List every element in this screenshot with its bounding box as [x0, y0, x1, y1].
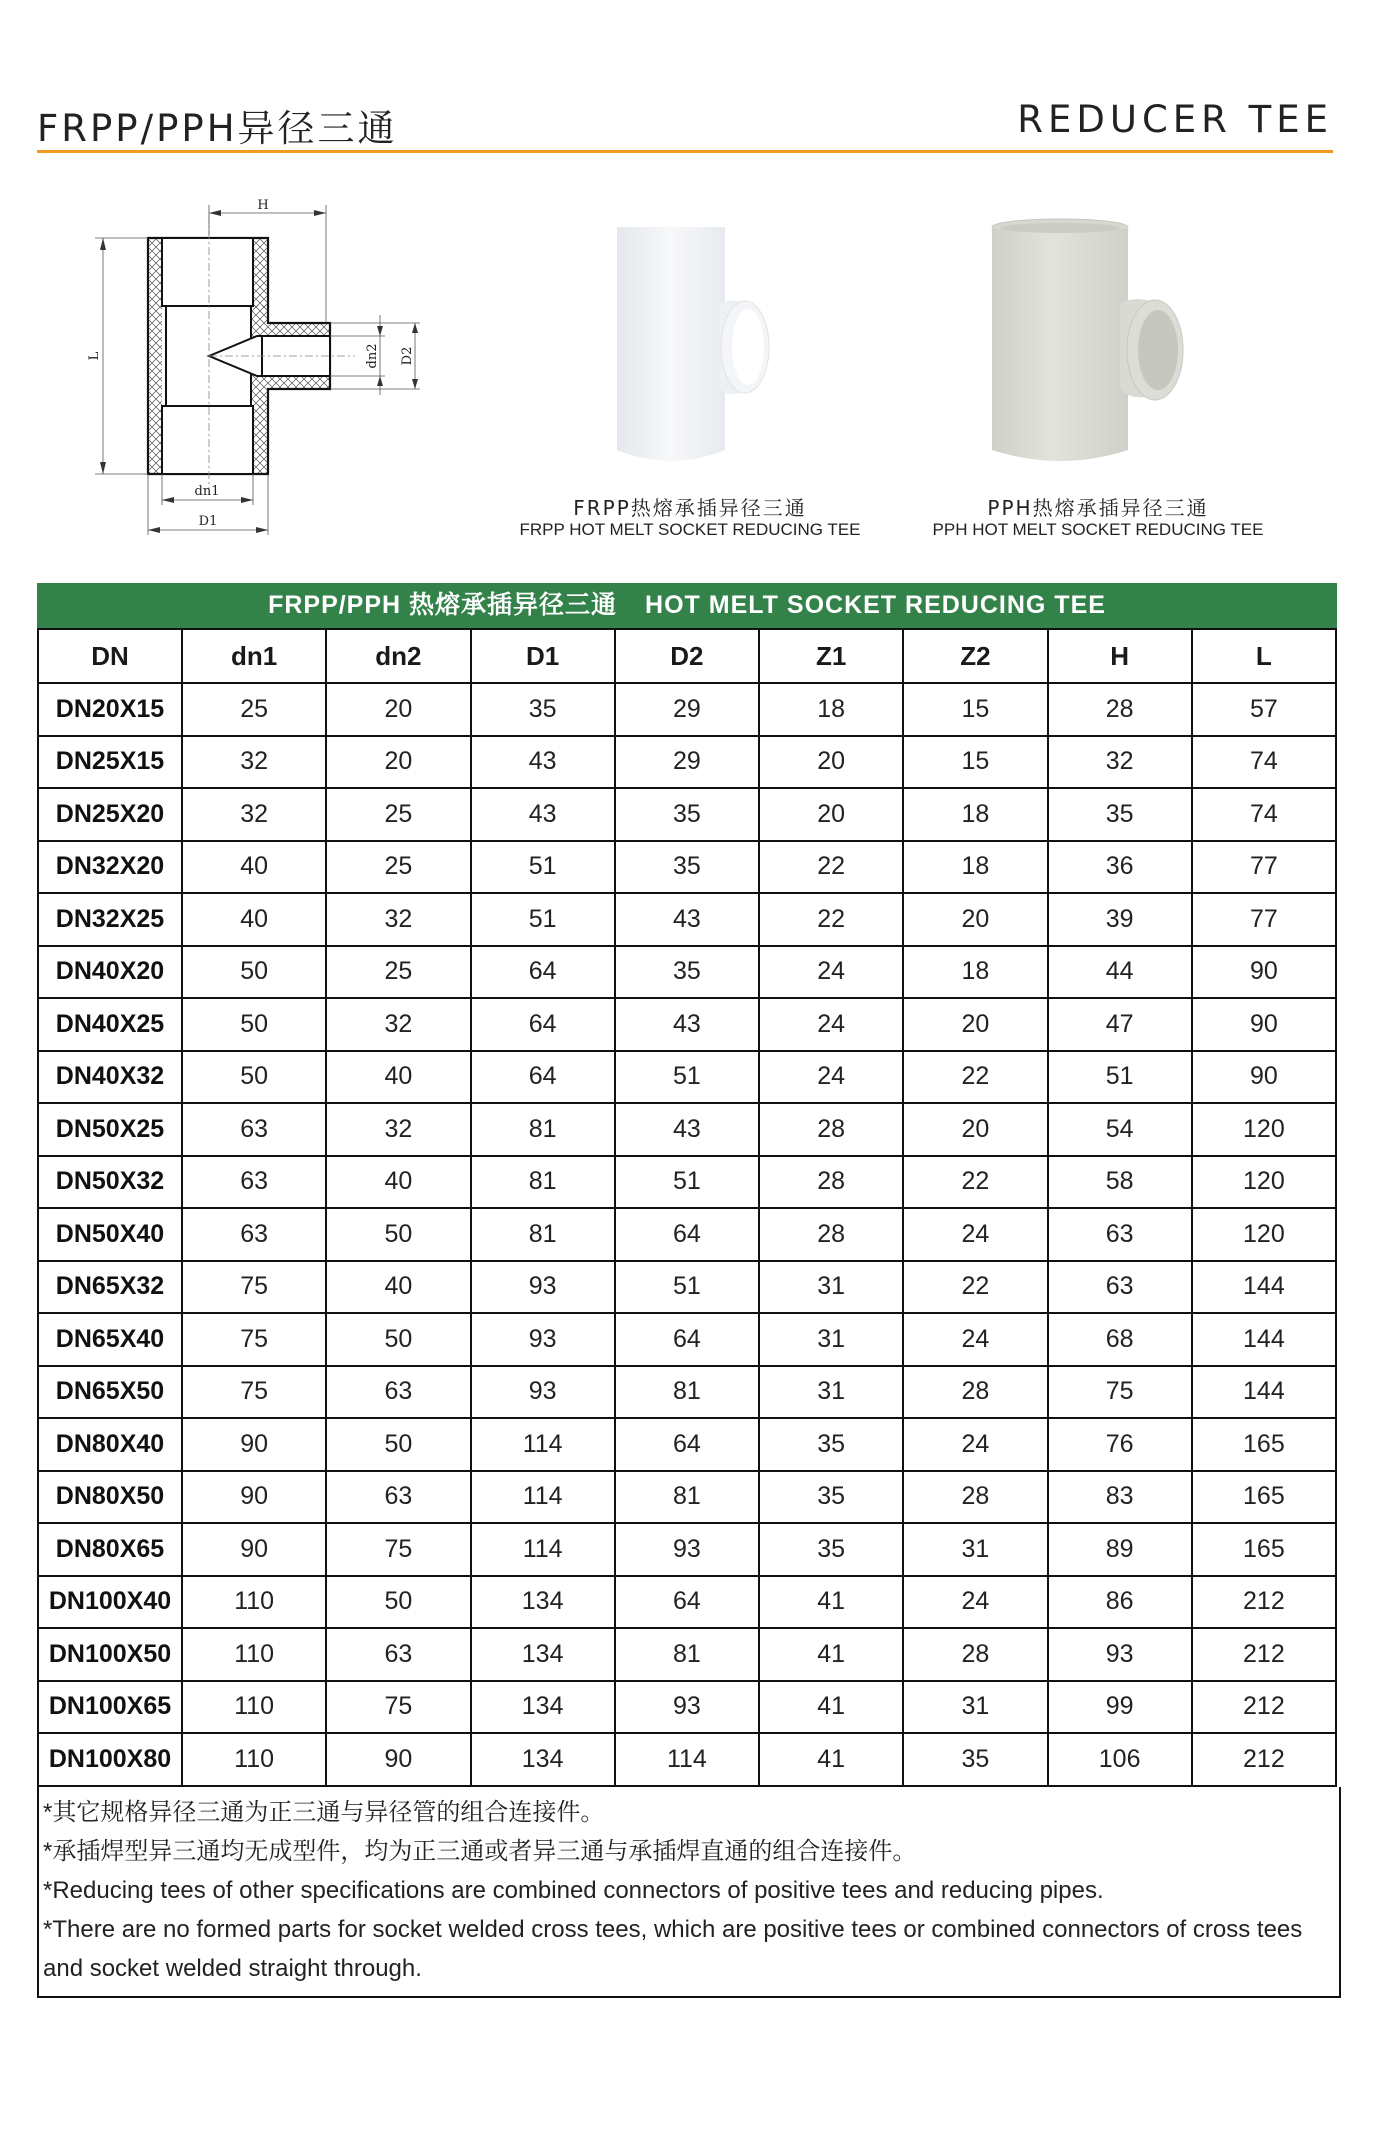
cell-dn2: 63 — [326, 1628, 470, 1681]
cell-d1: 51 — [471, 893, 615, 946]
cell-z1: 41 — [759, 1576, 903, 1629]
cell-dn1: 110 — [182, 1681, 326, 1734]
cell-l: 74 — [1192, 788, 1336, 841]
pph-caption-cn: PPH热熔承插异径三通 — [987, 496, 1209, 520]
cell-z2: 35 — [903, 1733, 1047, 1786]
cell-l: 144 — [1192, 1366, 1336, 1419]
cell-h: 28 — [1048, 683, 1192, 736]
cell-dn: DN80X50 — [38, 1471, 182, 1524]
cell-d2: 93 — [615, 1523, 759, 1576]
cell-l: 90 — [1192, 1051, 1336, 1104]
cell-z2: 18 — [903, 788, 1047, 841]
cell-dn2: 40 — [326, 1051, 470, 1104]
cell-z2: 20 — [903, 893, 1047, 946]
cell-dn1: 50 — [182, 946, 326, 999]
cell-z1: 20 — [759, 788, 903, 841]
cell-z1: 28 — [759, 1156, 903, 1209]
cell-h: 44 — [1048, 946, 1192, 999]
spec-table — [37, 628, 1337, 1787]
cell-h: 39 — [1048, 893, 1192, 946]
cell-dn2: 25 — [326, 946, 470, 999]
frpp-tee-photo — [560, 210, 920, 480]
cell-z1: 41 — [759, 1628, 903, 1681]
cell-l: 57 — [1192, 683, 1336, 736]
cell-dn1: 50 — [182, 1051, 326, 1104]
table-header-row — [38, 629, 1336, 683]
label-D2: D2 — [400, 346, 415, 366]
cell-dn1: 63 — [182, 1156, 326, 1209]
cell-d2: 29 — [615, 736, 759, 789]
cell-d1: 43 — [471, 788, 615, 841]
cell-dn2: 20 — [326, 683, 470, 736]
table-row — [38, 788, 1336, 841]
cell-h: 89 — [1048, 1523, 1192, 1576]
page-title-cn: FRPP/PPH异径三通 — [37, 107, 398, 150]
cell-z1: 28 — [759, 1208, 903, 1261]
cell-d2: 43 — [615, 1103, 759, 1156]
cell-z1: 31 — [759, 1366, 903, 1419]
cell-dn2: 63 — [326, 1366, 470, 1419]
cell-l: 165 — [1192, 1471, 1336, 1524]
cell-dn: DN25X20 — [38, 788, 182, 841]
cell-dn1: 75 — [182, 1366, 326, 1419]
cell-l: 120 — [1192, 1208, 1336, 1261]
cell-z1: 18 — [759, 683, 903, 736]
cell-d1: 64 — [471, 998, 615, 1051]
cell-dn: DN25X15 — [38, 736, 182, 789]
cell-dn1: 25 — [182, 683, 326, 736]
cell-dn: DN20X15 — [38, 683, 182, 736]
column-header-z1: Z1 — [759, 629, 903, 683]
table-row — [38, 1103, 1336, 1156]
cell-l: 74 — [1192, 736, 1336, 789]
cell-h: 35 — [1048, 788, 1192, 841]
cell-l: 212 — [1192, 1576, 1336, 1629]
cell-dn: DN50X25 — [38, 1103, 182, 1156]
column-header-h: H — [1048, 629, 1192, 683]
cell-z2: 24 — [903, 1313, 1047, 1366]
table-row — [38, 1628, 1336, 1681]
cell-z2: 20 — [903, 1103, 1047, 1156]
cell-d1: 81 — [471, 1208, 615, 1261]
cell-d2: 64 — [615, 1418, 759, 1471]
pph-caption — [888, 496, 1308, 540]
table-row — [38, 1261, 1336, 1314]
cell-h: 47 — [1048, 998, 1192, 1051]
column-header-d1: D1 — [471, 629, 615, 683]
cell-dn: DN32X25 — [38, 893, 182, 946]
cell-z1: 20 — [759, 736, 903, 789]
column-header-dn1: dn1 — [182, 629, 326, 683]
cell-z2: 31 — [903, 1523, 1047, 1576]
cell-l: 144 — [1192, 1313, 1336, 1366]
cell-d1: 114 — [471, 1523, 615, 1576]
column-header-d2: D2 — [615, 629, 759, 683]
cell-l: 120 — [1192, 1156, 1336, 1209]
cell-d2: 35 — [615, 946, 759, 999]
cell-dn1: 75 — [182, 1261, 326, 1314]
frpp-caption-en: FRPP HOT MELT SOCKET REDUCING TEE — [519, 520, 861, 539]
column-header-dn2: dn2 — [326, 629, 470, 683]
cell-h: 106 — [1048, 1733, 1192, 1786]
cell-l: 212 — [1192, 1681, 1336, 1734]
cell-z1: 41 — [759, 1681, 903, 1734]
cell-dn1: 110 — [182, 1576, 326, 1629]
cell-dn1: 110 — [182, 1628, 326, 1681]
cell-z1: 28 — [759, 1103, 903, 1156]
cell-dn: DN65X32 — [38, 1261, 182, 1314]
page-header — [37, 92, 1333, 152]
table-row — [38, 736, 1336, 789]
table-row — [38, 1576, 1336, 1629]
cell-d1: 43 — [471, 736, 615, 789]
cell-d1: 114 — [471, 1471, 615, 1524]
cell-z1: 31 — [759, 1261, 903, 1314]
cell-h: 63 — [1048, 1261, 1192, 1314]
column-header-z2: Z2 — [903, 629, 1047, 683]
cell-dn1: 110 — [182, 1733, 326, 1786]
cell-z1: 35 — [759, 1418, 903, 1471]
cell-h: 86 — [1048, 1576, 1192, 1629]
frpp-caption-cn: FRPP热熔承插异径三通 — [573, 496, 807, 520]
cell-dn: DN50X40 — [38, 1208, 182, 1261]
cell-z2: 24 — [903, 1208, 1047, 1261]
cell-d2: 81 — [615, 1471, 759, 1524]
label-dn2: dn2 — [365, 343, 380, 369]
cell-dn: DN80X40 — [38, 1418, 182, 1471]
spec-table-container — [37, 583, 1337, 1998]
cell-h: 75 — [1048, 1366, 1192, 1419]
cell-d2: 51 — [615, 1261, 759, 1314]
table-row — [38, 1523, 1336, 1576]
cell-dn: DN80X65 — [38, 1523, 182, 1576]
cell-dn2: 40 — [326, 1156, 470, 1209]
cell-d2: 43 — [615, 998, 759, 1051]
cell-h: 58 — [1048, 1156, 1192, 1209]
cell-dn2: 50 — [326, 1576, 470, 1629]
cell-d2: 51 — [615, 1156, 759, 1209]
cell-d1: 64 — [471, 1051, 615, 1104]
note-1: *其它规格异径三通为正三通与异径管的组合连接件。 — [43, 1798, 605, 1826]
pph-caption-en: PPH HOT MELT SOCKET REDUCING TEE — [932, 520, 1264, 539]
cell-d1: 134 — [471, 1628, 615, 1681]
cell-dn: DN40X25 — [38, 998, 182, 1051]
cell-z1: 24 — [759, 946, 903, 999]
cell-dn2: 40 — [326, 1261, 470, 1314]
cell-z2: 15 — [903, 736, 1047, 789]
cell-z1: 35 — [759, 1523, 903, 1576]
cell-l: 77 — [1192, 841, 1336, 894]
label-dn1: dn1 — [194, 484, 220, 499]
cell-z2: 24 — [903, 1576, 1047, 1629]
cell-h: 99 — [1048, 1681, 1192, 1734]
cell-dn2: 50 — [326, 1313, 470, 1366]
cell-d1: 134 — [471, 1576, 615, 1629]
cell-dn: DN32X20 — [38, 841, 182, 894]
cell-z1: 31 — [759, 1313, 903, 1366]
note-4: *There are no formed parts for socket welded cross tees, which are positive tees or combined connectors of cross tees and socket welded straight through. — [43, 1915, 1303, 1982]
cell-z2: 22 — [903, 1156, 1047, 1209]
tee-cross-section — [148, 215, 355, 495]
cell-dn1: 63 — [182, 1208, 326, 1261]
cell-d1: 64 — [471, 946, 615, 999]
cell-l: 144 — [1192, 1261, 1336, 1314]
cell-dn2: 50 — [326, 1208, 470, 1261]
frpp-caption — [480, 496, 900, 540]
cell-dn2: 32 — [326, 998, 470, 1051]
cell-d1: 81 — [471, 1103, 615, 1156]
column-header-dn: DN — [38, 629, 182, 683]
table-row — [38, 1471, 1336, 1524]
label-H: H — [257, 198, 269, 213]
table-row — [38, 893, 1336, 946]
cell-dn2: 63 — [326, 1471, 470, 1524]
cell-dn1: 50 — [182, 998, 326, 1051]
cell-d1: 114 — [471, 1418, 615, 1471]
cell-dn: DN50X32 — [38, 1156, 182, 1209]
cell-dn: DN100X80 — [38, 1733, 182, 1786]
cell-dn2: 90 — [326, 1733, 470, 1786]
table-row — [38, 1156, 1336, 1209]
cell-d1: 93 — [471, 1261, 615, 1314]
cell-dn1: 90 — [182, 1471, 326, 1524]
cell-l: 77 — [1192, 893, 1336, 946]
cell-l: 165 — [1192, 1418, 1336, 1471]
cell-d2: 64 — [615, 1576, 759, 1629]
cell-dn: DN100X65 — [38, 1681, 182, 1734]
cell-d2: 93 — [615, 1681, 759, 1734]
cell-dn: DN100X50 — [38, 1628, 182, 1681]
cell-d2: 64 — [615, 1313, 759, 1366]
table-row — [38, 946, 1336, 999]
cell-d2: 35 — [615, 788, 759, 841]
cell-z2: 15 — [903, 683, 1047, 736]
cell-d2: 81 — [615, 1628, 759, 1681]
table-banner-cn: FRPP/PPH 热熔承插异径三通 — [268, 591, 618, 619]
cell-d2: 35 — [615, 841, 759, 894]
cell-l: 165 — [1192, 1523, 1336, 1576]
cell-z1: 22 — [759, 841, 903, 894]
cell-dn: DN65X40 — [38, 1313, 182, 1366]
table-row — [38, 1208, 1336, 1261]
note-3: *Reducing tees of other specifications are combined connectors of positive tees and reducing pipes. — [43, 1876, 1104, 1904]
cell-z1: 22 — [759, 893, 903, 946]
cell-d1: 134 — [471, 1681, 615, 1734]
table-row — [38, 1681, 1336, 1734]
page-title-en: REDUCER TEE — [1017, 98, 1333, 141]
cell-d1: 93 — [471, 1366, 615, 1419]
cell-d2: 64 — [615, 1208, 759, 1261]
cell-dn2: 32 — [326, 893, 470, 946]
cell-h: 36 — [1048, 841, 1192, 894]
cell-h: 32 — [1048, 736, 1192, 789]
cell-z2: 28 — [903, 1628, 1047, 1681]
table-row — [38, 683, 1336, 736]
cell-z1: 41 — [759, 1733, 903, 1786]
notes-box — [37, 1787, 1341, 1998]
cell-d2: 51 — [615, 1051, 759, 1104]
cell-l: 90 — [1192, 946, 1336, 999]
cell-z2: 24 — [903, 1418, 1047, 1471]
cell-dn: DN100X40 — [38, 1576, 182, 1629]
cell-z2: 18 — [903, 946, 1047, 999]
cell-h: 83 — [1048, 1471, 1192, 1524]
table-row — [38, 1418, 1336, 1471]
cell-dn1: 90 — [182, 1418, 326, 1471]
cell-dn2: 25 — [326, 841, 470, 894]
cell-h: 76 — [1048, 1418, 1192, 1471]
cell-l: 212 — [1192, 1628, 1336, 1681]
cell-dn2: 25 — [326, 788, 470, 841]
cell-dn: DN40X32 — [38, 1051, 182, 1104]
column-header-l: L — [1192, 629, 1336, 683]
cell-h: 54 — [1048, 1103, 1192, 1156]
cell-z2: 31 — [903, 1681, 1047, 1734]
cell-dn: DN65X50 — [38, 1366, 182, 1419]
cell-z2: 18 — [903, 841, 1047, 894]
label-D1: D1 — [198, 514, 218, 529]
cell-d1: 35 — [471, 683, 615, 736]
cell-z2: 22 — [903, 1261, 1047, 1314]
pph-tee-photo — [960, 210, 1320, 480]
cell-d1: 81 — [471, 1156, 615, 1209]
header-divider — [37, 150, 1333, 153]
cell-l: 90 — [1192, 998, 1336, 1051]
cell-dn1: 75 — [182, 1313, 326, 1366]
table-body — [38, 683, 1336, 1786]
cell-dn2: 50 — [326, 1418, 470, 1471]
cell-d1: 51 — [471, 841, 615, 894]
cell-dn1: 90 — [182, 1523, 326, 1576]
cell-z1: 24 — [759, 1051, 903, 1104]
cell-dn2: 32 — [326, 1103, 470, 1156]
table-banner — [37, 583, 1337, 628]
cell-dn1: 32 — [182, 788, 326, 841]
cell-h: 93 — [1048, 1628, 1192, 1681]
cell-dn1: 32 — [182, 736, 326, 789]
table-row — [38, 998, 1336, 1051]
cell-dn2: 20 — [326, 736, 470, 789]
cell-d1: 93 — [471, 1313, 615, 1366]
cell-dn1: 40 — [182, 841, 326, 894]
cell-d1: 134 — [471, 1733, 615, 1786]
cell-d2: 29 — [615, 683, 759, 736]
cell-z1: 24 — [759, 998, 903, 1051]
cell-dn: DN40X20 — [38, 946, 182, 999]
table-row — [38, 1366, 1336, 1419]
note-2: *承插焊型异三通均无成型件，均为正三通或者异三通与承插焊直通的组合连接件。 — [43, 1837, 917, 1865]
cell-dn2: 75 — [326, 1681, 470, 1734]
cell-dn1: 40 — [182, 893, 326, 946]
table-row — [38, 1051, 1336, 1104]
cell-d2: 114 — [615, 1733, 759, 1786]
cell-z2: 22 — [903, 1051, 1047, 1104]
cell-d2: 43 — [615, 893, 759, 946]
cell-l: 212 — [1192, 1733, 1336, 1786]
cell-z1: 35 — [759, 1471, 903, 1524]
table-row — [38, 1733, 1336, 1786]
table-row — [38, 1313, 1336, 1366]
cell-dn2: 75 — [326, 1523, 470, 1576]
cell-z2: 28 — [903, 1366, 1047, 1419]
table-row — [38, 841, 1336, 894]
cell-l: 120 — [1192, 1103, 1336, 1156]
cell-h: 63 — [1048, 1208, 1192, 1261]
cell-h: 68 — [1048, 1313, 1192, 1366]
table-banner-en: HOT MELT SOCKET REDUCING TEE — [645, 591, 1106, 619]
cell-z2: 28 — [903, 1471, 1047, 1524]
cell-h: 51 — [1048, 1051, 1192, 1104]
technical-drawing — [80, 195, 440, 555]
cell-d2: 81 — [615, 1366, 759, 1419]
cell-dn1: 63 — [182, 1103, 326, 1156]
label-L: L — [87, 351, 102, 361]
cell-z2: 20 — [903, 998, 1047, 1051]
